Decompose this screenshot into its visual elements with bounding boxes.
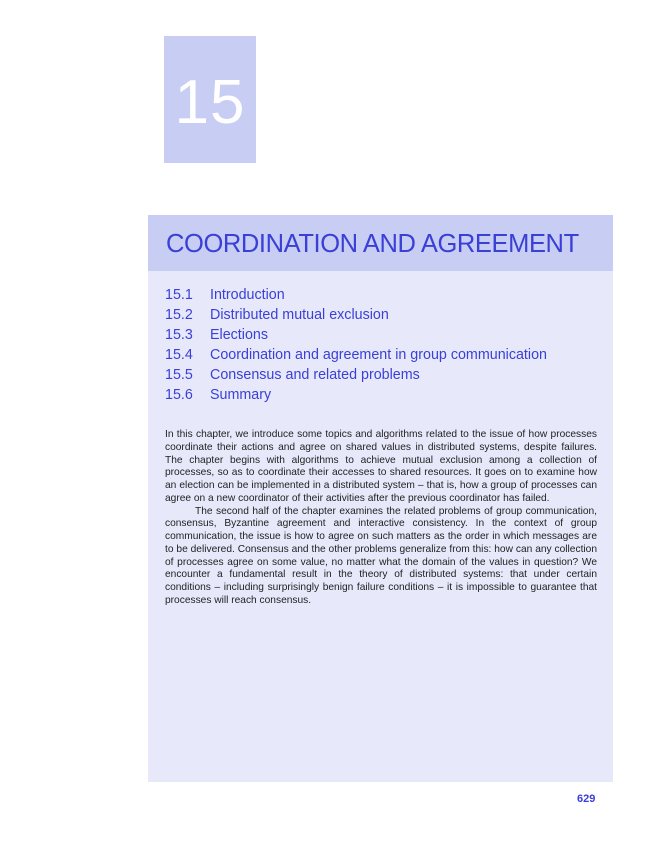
chapter-abstract [165,429,597,608]
chapter-number-box [164,36,256,163]
page-number: 629 [577,793,596,805]
toc-label: Coordination and agreement in group communication [210,347,547,363]
toc-label: Elections [210,327,269,343]
toc-label: Consensus and related problems [210,367,420,383]
toc-label: Introduction [210,287,285,303]
toc-number: 15.4 [165,347,193,363]
toc-item[interactable] [165,345,547,365]
toc-label: Distributed mutual exclusion [210,307,389,323]
toc-item[interactable] [165,365,547,385]
title-band [148,215,613,271]
table-of-contents [165,285,547,405]
toc-number: 15.6 [165,387,193,403]
toc-number: 15.2 [165,307,193,323]
toc-item[interactable] [165,325,547,345]
toc-item[interactable] [165,305,547,325]
toc-number: 15.3 [165,327,193,343]
toc-item[interactable] [165,385,547,405]
toc-label: Summary [210,387,272,403]
toc-number: 15.5 [165,367,193,383]
abstract-paragraph: In this chapter, we introduce some topics and algorithms related to the issue of how processes coordinate their actions and agree on shared values in distributed systems, despite failures. The chapter begins with algorithms to achieve mutual exclusion among a collection of processes, so as to coordinate their accesses to shared resources. It goes on to examine how an election can be implemented in a distributed system – that is, how a group of processes can agree on a new coordinator of their activities after the previous coordinator has failed. [165,429,597,504]
chapter-panel [148,215,613,782]
abstract-paragraph: The second half of the chapter examines the related problems of group communication, consensus, Byzantine agreement and interactive consistency. In the context of group communication, the issue is how to agree on such matters as the order in which messages are to be delivered. Consensus and the other problems generalize from this: how can any collection of processes agree on some value, no matter what the domain of the values in question? We encounter a fundamental result in the theory of distributed systems: that under certain conditions – including surprisingly benign failure conditions – it is impossible to guarantee that processes will reach consensus. [165,505,597,606]
chapter-title: COORDINATION AND AGREEMENT [166,230,579,258]
chapter-number: 15 [174,68,246,137]
toc-number: 15.1 [165,287,193,303]
toc-item[interactable] [165,285,547,305]
